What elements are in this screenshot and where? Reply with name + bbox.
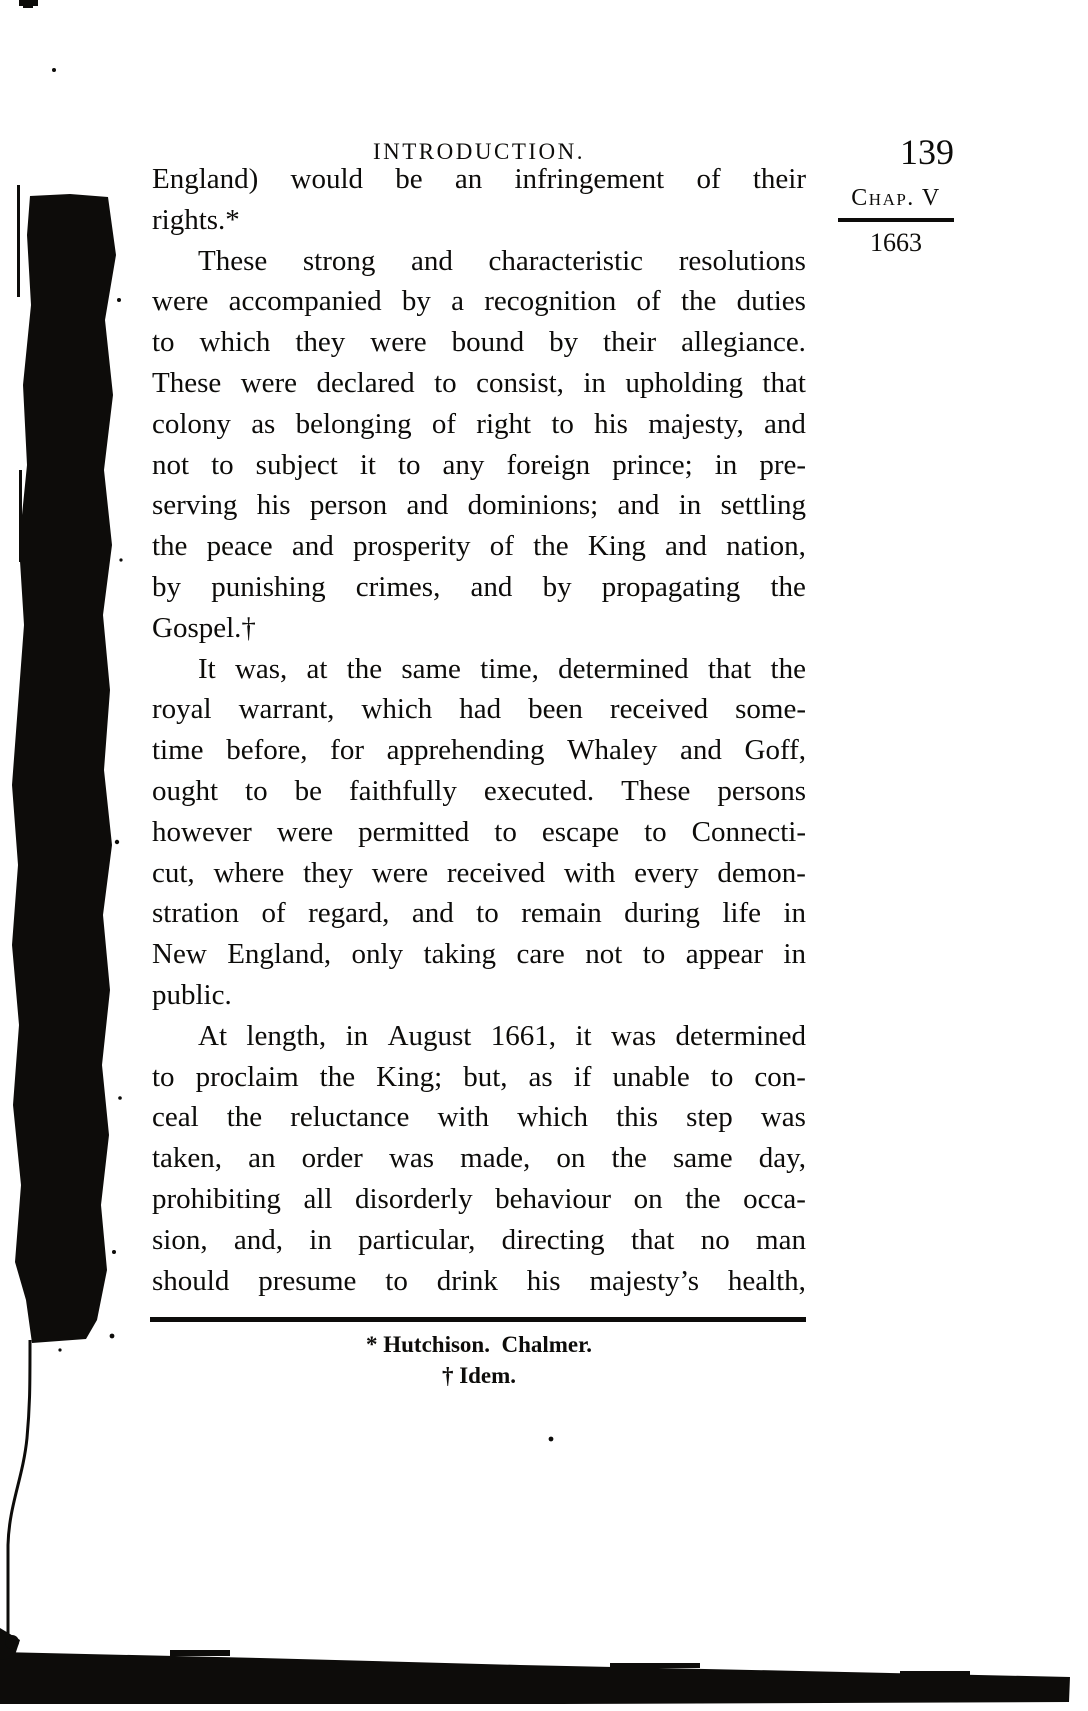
scan-artifact-left-strip [12, 185, 123, 1352]
chapter-label: Chap. V [851, 185, 941, 211]
footnote-divider [150, 1317, 806, 1322]
paragraph [152, 159, 806, 241]
margin-note [836, 186, 956, 256]
text-line: royal warrant, which had been received some- [152, 693, 806, 726]
paragraph [152, 649, 806, 1016]
text-line: At length, in August 1661, it was determined [198, 1019, 806, 1052]
scan-dot [549, 1437, 554, 1442]
text-line: prohibiting all disorderly behaviour on the occa- [152, 1182, 806, 1215]
text-line: however were permitted to escape to Connecti- [152, 815, 806, 848]
text-line: should presume to drink his majesty’s health, [152, 1264, 806, 1297]
body-text [152, 159, 806, 1301]
text-line: not to subject it to any foreign prince; in pre- [152, 448, 806, 481]
text-line: serving his person and dominions; and in settling [152, 489, 806, 522]
scan-artifact-bottom-band [0, 1628, 1070, 1704]
text-line: public. [152, 978, 232, 1011]
chapter-divider [838, 218, 954, 222]
text-line: taken, an order was made, on the same day, [152, 1142, 806, 1175]
text-line: the peace and prosperity of the King and nation, [152, 530, 806, 563]
footnote-line: * Hutchison. Chalmer. [366, 1332, 592, 1357]
page-number: 139 [900, 132, 954, 172]
footnote-line: † Idem. [441, 1363, 517, 1388]
text-line: stration of regard, and to remain during life in [152, 897, 806, 930]
text-line: cut, where they were received with every demon- [152, 856, 806, 889]
footnotes [152, 1329, 806, 1391]
paragraph [152, 241, 806, 649]
text-line: England) would be an infringement of their [152, 163, 806, 195]
text-line: New England, only taking care not to appear in [152, 938, 806, 971]
scan-smudge-top-left [19, 0, 56, 72]
text-line: time before, for apprehending Whaley and Goff, [152, 734, 806, 767]
text-line: to proclaim the King; but, as if unable to con- [152, 1060, 806, 1093]
text-line: sion, and, in particular, directing that no man [152, 1223, 806, 1256]
text-line: by punishing crimes, and by propagating the [152, 570, 806, 603]
text-line: These strong and characteristic resolutions [198, 244, 806, 277]
text-line: It was, at the same time, determined that the [198, 652, 806, 685]
text-line: colony as belonging of right to his majesty, and [152, 407, 806, 440]
text-line: ceal the reluctance with which this step was [152, 1101, 806, 1134]
text-line: to which they were bound by their allegiance. [152, 326, 806, 359]
text-line: These were declared to consist, in upholding that [152, 366, 806, 399]
year-label: 1663 [870, 228, 922, 257]
text-line: were accompanied by a recognition of the duties [152, 285, 806, 318]
scan-crease-line [8, 1340, 30, 1650]
text-line: Gospel.† [152, 611, 256, 644]
text-line: ought to be faithfully executed. These persons [152, 774, 806, 807]
text-line: rights.* [152, 203, 240, 236]
paragraph [152, 1016, 806, 1302]
page-title: INTRODUCTION. [372, 139, 585, 164]
